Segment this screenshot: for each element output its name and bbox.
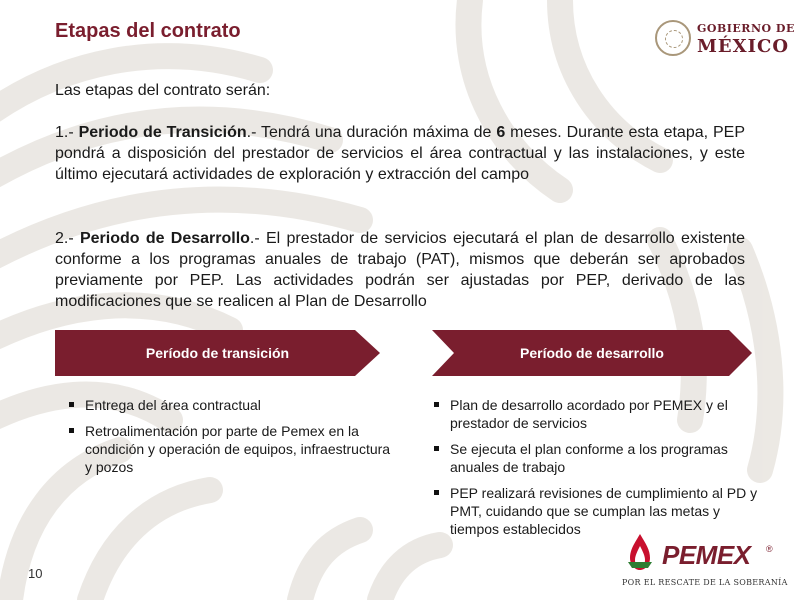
list-item bbox=[428, 396, 758, 432]
list-item bbox=[63, 422, 393, 476]
square-bullet-icon bbox=[434, 402, 439, 407]
page-number: 10 bbox=[28, 566, 43, 581]
pemex-logo bbox=[620, 532, 788, 594]
list-item-text: Plan de desarrollo acordado por PEMEX y el prestador de servicios bbox=[450, 397, 728, 431]
list-item-text: Entrega del área contractual bbox=[85, 397, 261, 413]
bullet-list-desarrollo bbox=[428, 396, 758, 546]
logo-line2: MÉXICO bbox=[697, 36, 790, 57]
list-item bbox=[428, 440, 758, 476]
national-seal-icon bbox=[655, 20, 691, 56]
square-bullet-icon bbox=[69, 428, 74, 433]
pemex-flame-icon bbox=[620, 532, 660, 572]
registered-mark: ® bbox=[766, 544, 773, 554]
logo-line1: GOBIERNO DE bbox=[697, 22, 795, 35]
stage1-months: 6 bbox=[496, 124, 506, 141]
banner-transicion bbox=[55, 330, 380, 376]
stage2-number: 2.- bbox=[55, 230, 80, 247]
stage2-paragraph bbox=[55, 228, 745, 312]
square-bullet-icon bbox=[434, 446, 439, 451]
stage1-text-a: .- Tendrá una duración máxima de bbox=[246, 124, 497, 141]
stage1-text-b: meses. Durante esta etapa, PEP pondrá a disposición del prestador de servicios el área contractual y las instalaciones, y este último ejecutará actividades de exploración y extracción del campo bbox=[55, 124, 745, 183]
list-item-text: Se ejecuta el plan conforme a los programas anuales de trabajo bbox=[450, 441, 728, 475]
list-item-text: PEP realizará revisiones de cumplimiento al PD y PMT, cuidando que se cumplan las metas y tiempos establecidos bbox=[450, 485, 758, 537]
gobierno-de-mexico-logo bbox=[655, 18, 795, 62]
slide-title: Etapas del contrato bbox=[55, 20, 241, 42]
banner-desarrollo-label: Período de desarrollo bbox=[520, 345, 664, 361]
square-bullet-icon bbox=[69, 402, 74, 407]
stage2-text: .- El prestador de servicios ejecutará el plan de desarrollo existente conforme a los programas anuales de trabajo (PAT), mismos que deberán ser aprobados previamente por PEP. Las actividades podrán ser ajustadas por PEP, derivado de las modificaciones que se realicen al Plan de Desarrollo bbox=[55, 230, 746, 310]
banner-desarrollo bbox=[432, 330, 752, 376]
square-bullet-icon bbox=[434, 490, 439, 495]
stage1-name: Periodo de Transición bbox=[78, 124, 247, 141]
list-item-text: Retroalimentación por parte de Pemex en la condición y operación de equipos, infraestructura y pozos bbox=[85, 423, 391, 475]
pemex-tagline: POR EL RESCATE DE LA SOBERANÍA bbox=[622, 578, 788, 587]
pemex-wordmark: PEMEX bbox=[662, 540, 751, 570]
stage2-name: Periodo de Desarrollo bbox=[79, 230, 250, 247]
list-item bbox=[428, 484, 758, 538]
stage1-paragraph bbox=[55, 122, 745, 185]
bullet-list-transicion bbox=[63, 396, 393, 484]
stage1-number: 1.- bbox=[55, 124, 79, 141]
banner-transicion-label: Período de transición bbox=[145, 345, 290, 361]
intro-text: Las etapas del contrato serán: bbox=[55, 82, 271, 99]
list-item bbox=[63, 396, 393, 414]
